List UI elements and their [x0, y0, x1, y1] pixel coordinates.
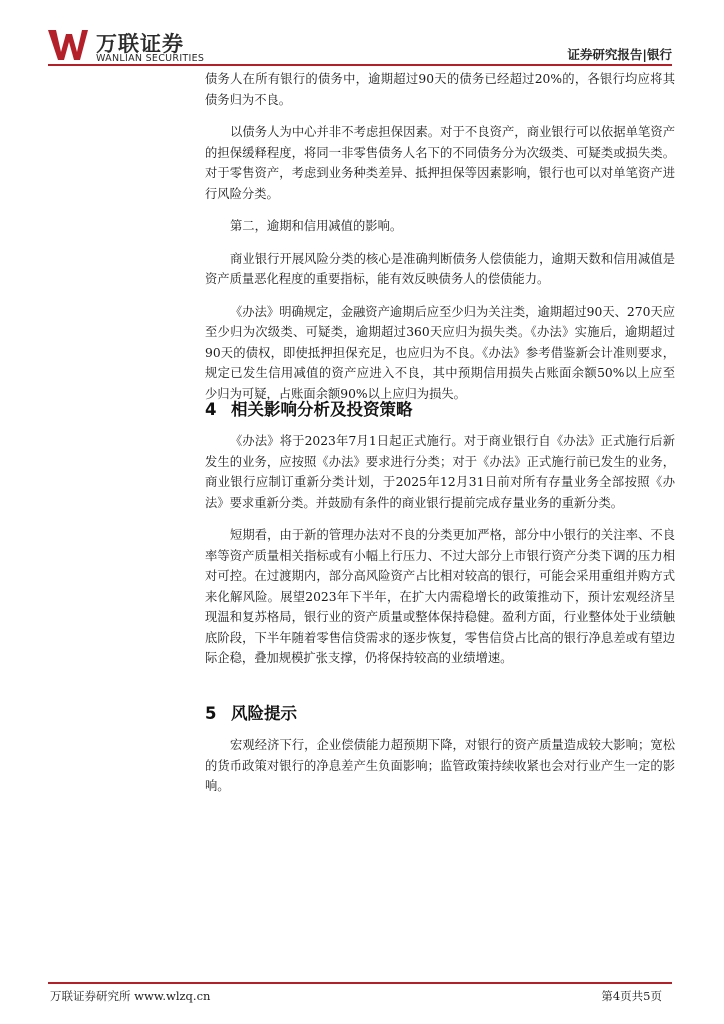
paragraph: 《办法》明确规定，金融资产逾期后应至少归为关注类，逾期超过90天、270天应至少归为次级类、可疑类，逾期超过360天应归为损失类。《办法》实施后，逾期超过90天的债权，即使抵押担保充足，也应归为不良。《办法》参考借鉴新会计准则要求，规定已发生信用减值的资产应进入不良，其中预期信用损失占账面余额50%以上应至少归为可疑，占账面余额90%以上应归为损失。 [205, 304, 675, 401]
section-number: 4 [205, 400, 217, 419]
section-4-body [205, 431, 675, 681]
header-divider [48, 64, 672, 66]
section-title: 相关影响分析及投资策略 [231, 400, 413, 419]
report-category-tag: 证券研究报告|银行 [567, 47, 672, 62]
section-heading-4 [205, 396, 413, 420]
section-continued [205, 69, 675, 416]
paragraph: 短期看，由于新的管理办法对不良的分类更加严格，部分中小银行的关注率、不良率等资产质量相关指标或有小幅上行压力、不过大部分上市银行资产分类下调的压力相对可控。在过渡期内，部分高风险资产占比相对较高的银行，可能会采用重组并购方式来化解风险。展望2023年下半年，在扩大内需稳增长的政策推动下，预计宏观经济呈现温和复苏格局，银行业的资产质量或整体保持稳健。盈利方面，行业整体处于业绩触底阶段，下半年随着零售信贷需求的逐步恢复，零售信贷占比高的银行净息差或有望边际企稳，叠加规模扩张支撑，仍将保持较高的业绩增速。 [205, 528, 675, 665]
paragraph: 以债务人为中心并非不考虑担保因素。对于不良资产，商业银行可以依据单笔资产的担保缓释程度，将同一非零售债务人名下的不同债务分为次级类、可疑类或损失类。对于零售资产，考虑到业务种类差异、抵押担保等因素影响，银行也可以对单笔资产进行风险分类。 [205, 125, 675, 201]
section-number: 5 [205, 704, 217, 723]
section-5-body [205, 735, 675, 809]
wanlian-logo-icon [48, 28, 88, 62]
footer-divider [48, 982, 672, 984]
paragraph: 宏观经济下行，企业偿债能力超预期下降，对银行的资产质量造成较大影响；宽松的货币政策对银行的净息差产生负面影响；监管政策持续收紧也会对行业产生一定的影响。 [205, 738, 675, 793]
paragraph: 第二，逾期和信用减值的影响。 [230, 219, 403, 233]
section-heading-5 [205, 700, 297, 724]
paragraph: 《办法》将于2023年7月1日起正式施行。对于商业银行自《办法》正式施行后新发生的业务，应按照《办法》要求进行分类；对于《办法》正式施行前已发生的业务，商业银行应制订重新分类计划，于2025年12月31日前对所有存量业务全部按照《办法》要求重新分类。并鼓励有条件的商业银行提前完成存量业务的重新分类。 [205, 434, 675, 510]
paragraph: 商业银行开展风险分类的核心是准确判断债务人偿债能力，逾期天数和信用减值是资产质量恶化程度的重要指标，能有效反映债务人的偿债能力。 [205, 251, 675, 286]
logo-english-name: WANLIAN SECURITIES [96, 53, 205, 64]
page-number: 第4页共5页 [601, 989, 662, 1003]
section-title: 风险提示 [231, 704, 297, 723]
logo-chinese-name: 万联证券 [96, 32, 184, 56]
paragraph: 债务人在所有银行的债务中，逾期超过90天的债务已经超过20%的，各银行均应将其债务归为不良。 [205, 72, 675, 107]
company-logo [48, 28, 258, 64]
page-header [0, 0, 724, 70]
footer-source: 万联证券研究所 www.wlzq.cn [50, 989, 211, 1003]
